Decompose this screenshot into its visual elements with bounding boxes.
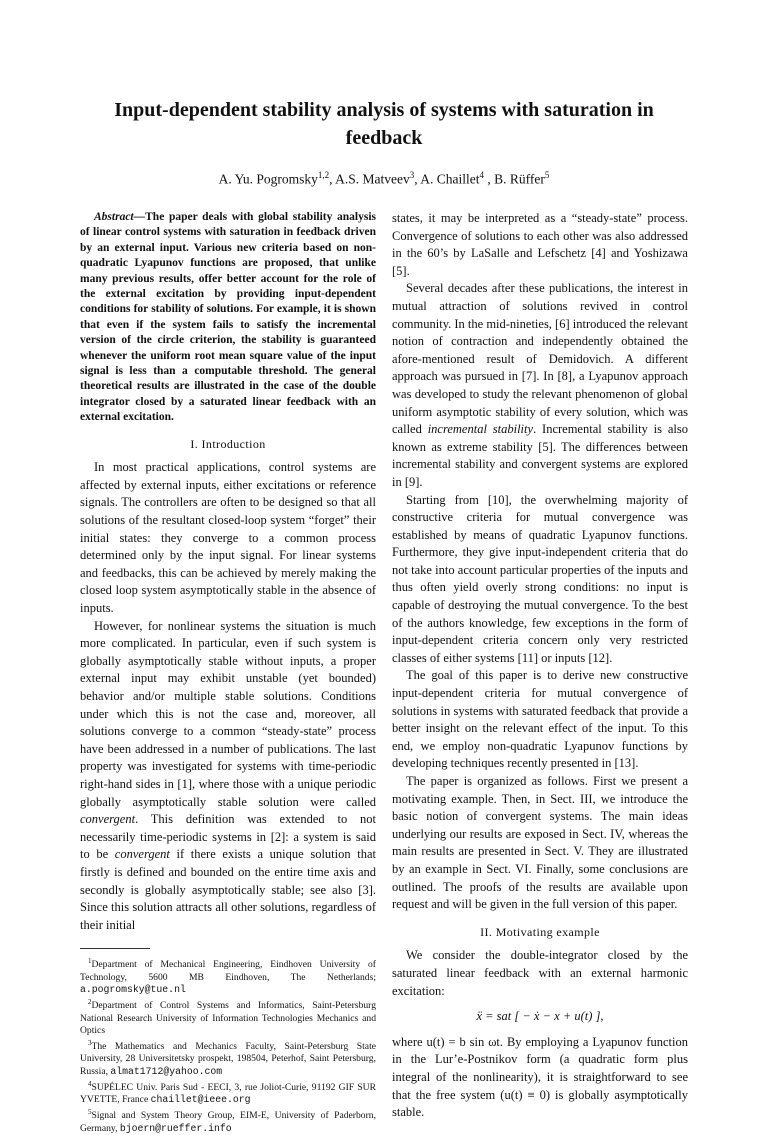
body-paragraph: Starting from [10], the overwhelming majority of constructive criteria for mutual convergence was established by means of quadratic Lyapunov functions. Furthermore, they give input-independent criteria that do not take into account particular properties of the inputs and thus often yield overly strong conditions: no input is capable of destroying the mutual convergence. To the best of the authors knowledge, few exceptions in the form of input-dependent criteria concern only very restricted classes of either systems [11] or inputs [12]. (392, 492, 688, 665)
author-list: A. Yu. Pogromsky$^{1,2}$, A.S. Matveev$^3$, A. Chaillet$^4$ , B. Rüffer$^5$ (218, 170, 550, 187)
body-paragraph: Several decades after these publications, the interest in mutual attraction of solutions revived in control community. In the mid-nineties, [6] introduced the relevant notion of contraction and independently obtained the afore-mentioned result of Demidovich. A different approach was pursued in [7]. In [8], a Lyapunov approach was developed to study the relevant phenomenon of global uniform asymptotic stability of every solution, which was called incremental stability. Incremental stability is also known as extreme stability [5]. The differences between incremental stability and convergent systems are explored in [9]. (392, 281, 688, 489)
body-paragraph: states, it may be interpreted as a “steady-state” process. Convergence of solutions to each other was also addressed in the 60’s by LaSalle and Lefschetz [4] and Yoshizawa [5]. (392, 211, 688, 278)
email-link[interactable]: bjoern@rueffer.info (119, 1122, 232, 1134)
email-link[interactable]: almat1712@yahoo.com (110, 1065, 223, 1077)
email-link[interactable]: a.pogromsky@tue.nl (80, 983, 186, 995)
section-heading-introduction: I. Introduction (190, 436, 266, 451)
body-paragraph: We consider the double-integrator closed by the saturated linear feedback with an external harmonic excitation: (392, 948, 688, 998)
footnote: $^5$Signal and System Theory Group, EIM-E, University of Paderborn, Germany, bjoern@rueffer.info (80, 1108, 376, 1134)
body-paragraph: In most practical applications, control systems are affected by external inputs, either excitations or reference signals. The controllers are often to be designed so that all solutions of the resultant closed-loop system “forget” their initial states: they converge to a common process determined only by the input signal. For linear systems and feedbacks, this can be achieved by merely making the closed loop system asymptotically stable in the absence of inputs. (80, 460, 376, 616)
footnote: $^4$SUPÉLEC Univ. Paris Sud - EECI, 3, rue Joliot-Curie, 91192 GIF SUR YVETTE, France chaillet@ieee.org (80, 1079, 376, 1106)
footnote: $^1$Department of Mechanical Engineering, Eindhoven University of Technology, 5600 MB Eindhoven, The Netherlands; a.pogromsky@tue.nl (80, 957, 376, 995)
equation: ẍ = sat [ − ẋ − x + u(t) ], (476, 1009, 604, 1024)
author-affiliation: 5 (544, 170, 550, 180)
author-name: A.S. Matveev (335, 171, 410, 187)
author-affiliation: 4 (479, 170, 485, 180)
body-paragraph: where u(t) = b sin ωt. By employing a Lyapunov function in the Lur’e-Postnikov form (a quadratic form plus integral of the nonlinearity), it is straightforward to see that the free system (u(t) ≡ 0) is globally asymptotically stable. (392, 1034, 688, 1120)
right-column (392, 210, 688, 1122)
paper-title: Input-dependent stability analysis of systems with saturation in feedback (114, 99, 654, 149)
author-name: A. Chaillet (420, 171, 480, 187)
body-paragraph: The paper is organized as follows. First we present a motivating example. Then, in Sect. III, we introduce the basic notion of convergent systems. The main ideas underlying our results are exposed in Sect. IV, whereas the main results are presented in Sect. V. They are illustrated by an example in Sect. VI. Finally, some conclusions are outlined. The proofs of the results are available upon request and will be given in the full version of this paper. (392, 774, 688, 912)
footnote-divider (80, 948, 150, 949)
footnotes (80, 955, 376, 1135)
author-affiliation: 3 (409, 170, 415, 180)
left-column (80, 210, 376, 1135)
abstract-text: The paper deals with global stability analysis of linear control systems with saturation in feedback driven by an external input. Various new criteria based on non-quadratic Lyapunov functions are proposed, that unlike many previous results, offer better account for the role of the external excitation by providing input-dependent conditions for stability of solutions. For example, it is shown that even if the system fails to satisfy the incremental version of the circle criterion, the stability is guaranteed whenever the uniform root mean square value of the input signal is less than a computable threshold. The general theoretical results are illustrated in the case of the double integrator closed by a saturated linear feedback with an external excitation. (80, 211, 376, 424)
body-paragraph: The goal of this paper is to derive new constructive input-dependent criteria for mutual convergence of solutions in systems with saturated feedback that provide a better insight on the relevant effect of the input. To this end, we employ non-quadratic Lyapunov functions by developing techniques recently presented in [13]. (392, 668, 688, 771)
body-paragraph: However, for nonlinear systems the situation is much more complicated. In particular, even if such system is globally asymptotically stable without inputs, a proper external input may exhibit unstable (yet bounded) behavior and/or multiple stable solutions. Conditions under which this is not the case and, moreover, all solutions converge to a common “steady-state” process have been addressed in a number of publications. The last property was investigated for systems with time-periodic right-hand sides in [1], where those with a unique periodic globally asymptotically stable solution were called convergent. This definition was extended to not necessarily time-periodic systems in [2]: a system is said to be convergent if there exists a unique solution that firstly is defined and bounded on the entire time axis and secondly is globally asymptotically stable; see also [3]. Since this solution attracts all other solutions, regardless of their initial (80, 618, 376, 932)
abstract-label: Abstract— (94, 211, 146, 223)
author-name: A. Yu. Pogromsky (218, 171, 318, 187)
section-heading-motivating-example: II. Motivating example (480, 924, 600, 939)
author-affiliation: 1,2 (317, 170, 330, 180)
abstract (80, 210, 376, 426)
email-link[interactable]: chaillet@ieee.org (150, 1094, 251, 1106)
author-name: B. Rüffer (494, 171, 545, 187)
footnote: $^2$Department of Control Systems and Informatics, Saint-Petersburg National Research University of Information Technologies Mechanics and Optics (80, 998, 376, 1036)
footnote: $^3$The Mathematics and Mechanics Faculty, Saint-Petersburg State University, 28 Universitetsky prospekt, 198504, Peterhof, Saint Petersburg, Russia, almat1712@yahoo.com (80, 1038, 376, 1077)
